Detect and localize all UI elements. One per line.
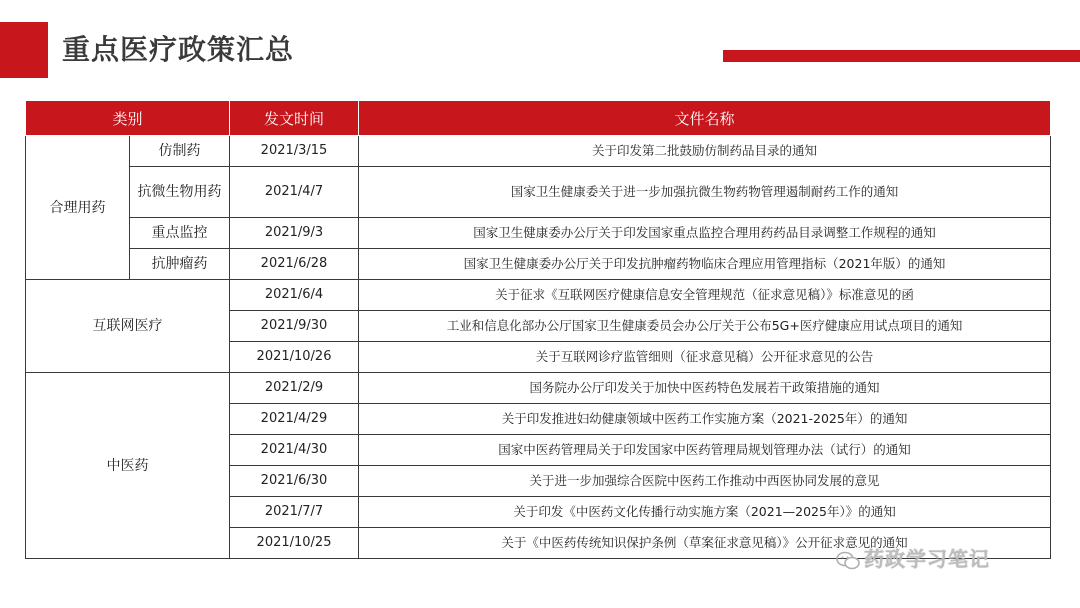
date-cell: 2021/9/3 xyxy=(230,218,359,249)
document-cell: 国家卫生健康委办公厅关于印发抗肿瘤药物临床合理应用管理指标（2021年版）的通知 xyxy=(359,249,1051,280)
header-date: 发文时间 xyxy=(230,101,359,136)
category-cell: 合理用药 xyxy=(26,136,130,280)
document-cell: 国家卫生健康委办公厅关于印发国家重点监控合理用药药品目录调整工作规程的通知 xyxy=(359,218,1051,249)
document-cell: 关于互联网诊疗监管细则（征求意见稿）公开征求意见的公告 xyxy=(359,342,1051,373)
date-cell: 2021/10/26 xyxy=(230,342,359,373)
table-row xyxy=(26,373,1051,404)
table-header-row xyxy=(26,101,1051,136)
page-title: 重点医疗政策汇总 xyxy=(62,33,295,66)
date-cell: 2021/7/7 xyxy=(230,497,359,528)
document-cell: 关于征求《互联网医疗健康信息安全管理规范（征求意见稿）》标准意见的函 xyxy=(359,280,1051,311)
document-cell: 国家中医药管理局关于印发国家中医药管理局规划管理办法（试行）的通知 xyxy=(359,435,1051,466)
table-row xyxy=(26,167,1051,218)
table-row xyxy=(26,218,1051,249)
date-cell: 2021/6/28 xyxy=(230,249,359,280)
document-cell: 关于印发推进妇幼健康领域中医药工作实施方案（2021-2025年）的通知 xyxy=(359,404,1051,435)
document-cell: 关于印发《中医药文化传播行动实施方案（2021—2025年）》的通知 xyxy=(359,497,1051,528)
document-cell: 国家卫生健康委关于进一步加强抗微生物药物管理遏制耐药工作的通知 xyxy=(359,167,1051,218)
header-document: 文件名称 xyxy=(359,101,1051,136)
title-accent-bar xyxy=(723,50,1080,62)
category-cell: 中医药 xyxy=(26,373,230,559)
date-cell: 2021/6/30 xyxy=(230,466,359,497)
subcategory-cell: 仿制药 xyxy=(130,136,230,167)
title-accent-block xyxy=(0,22,48,78)
watermark-text: 药政学习笔记 xyxy=(864,547,990,571)
date-cell: 2021/3/15 xyxy=(230,136,359,167)
date-cell: 2021/9/30 xyxy=(230,311,359,342)
subcategory-cell: 抗微生物用药 xyxy=(130,167,230,218)
document-cell: 国务院办公厅印发关于加快中医药特色发展若干政策措施的通知 xyxy=(359,373,1051,404)
category-cell: 互联网医疗 xyxy=(26,280,230,373)
wechat-icon xyxy=(836,551,860,571)
date-cell: 2021/10/25 xyxy=(230,528,359,559)
subcategory-cell: 重点监控 xyxy=(130,218,230,249)
date-cell: 2021/4/30 xyxy=(230,435,359,466)
subcategory-cell: 抗肿瘤药 xyxy=(130,249,230,280)
date-cell: 2021/4/29 xyxy=(230,404,359,435)
date-cell: 2021/2/9 xyxy=(230,373,359,404)
header-category: 类别 xyxy=(26,101,230,136)
document-cell: 关于进一步加强综合医院中医药工作推动中西医协同发展的意见 xyxy=(359,466,1051,497)
policy-table xyxy=(25,100,1051,559)
document-cell: 工业和信息化部办公厅国家卫生健康委员会办公厅关于公布5G+医疗健康应用试点项目的通知 xyxy=(359,311,1051,342)
table-row xyxy=(26,249,1051,280)
date-cell: 2021/4/7 xyxy=(230,167,359,218)
table-row xyxy=(26,136,1051,167)
document-cell: 关于印发第二批鼓励仿制药品目录的通知 xyxy=(359,136,1051,167)
table-row xyxy=(26,280,1051,311)
date-cell: 2021/6/4 xyxy=(230,280,359,311)
watermark xyxy=(836,543,990,572)
document-cell: 关于《中医药传统知识保护条例（草案征求意见稿）》公开征求意见的通知 xyxy=(359,528,1051,559)
